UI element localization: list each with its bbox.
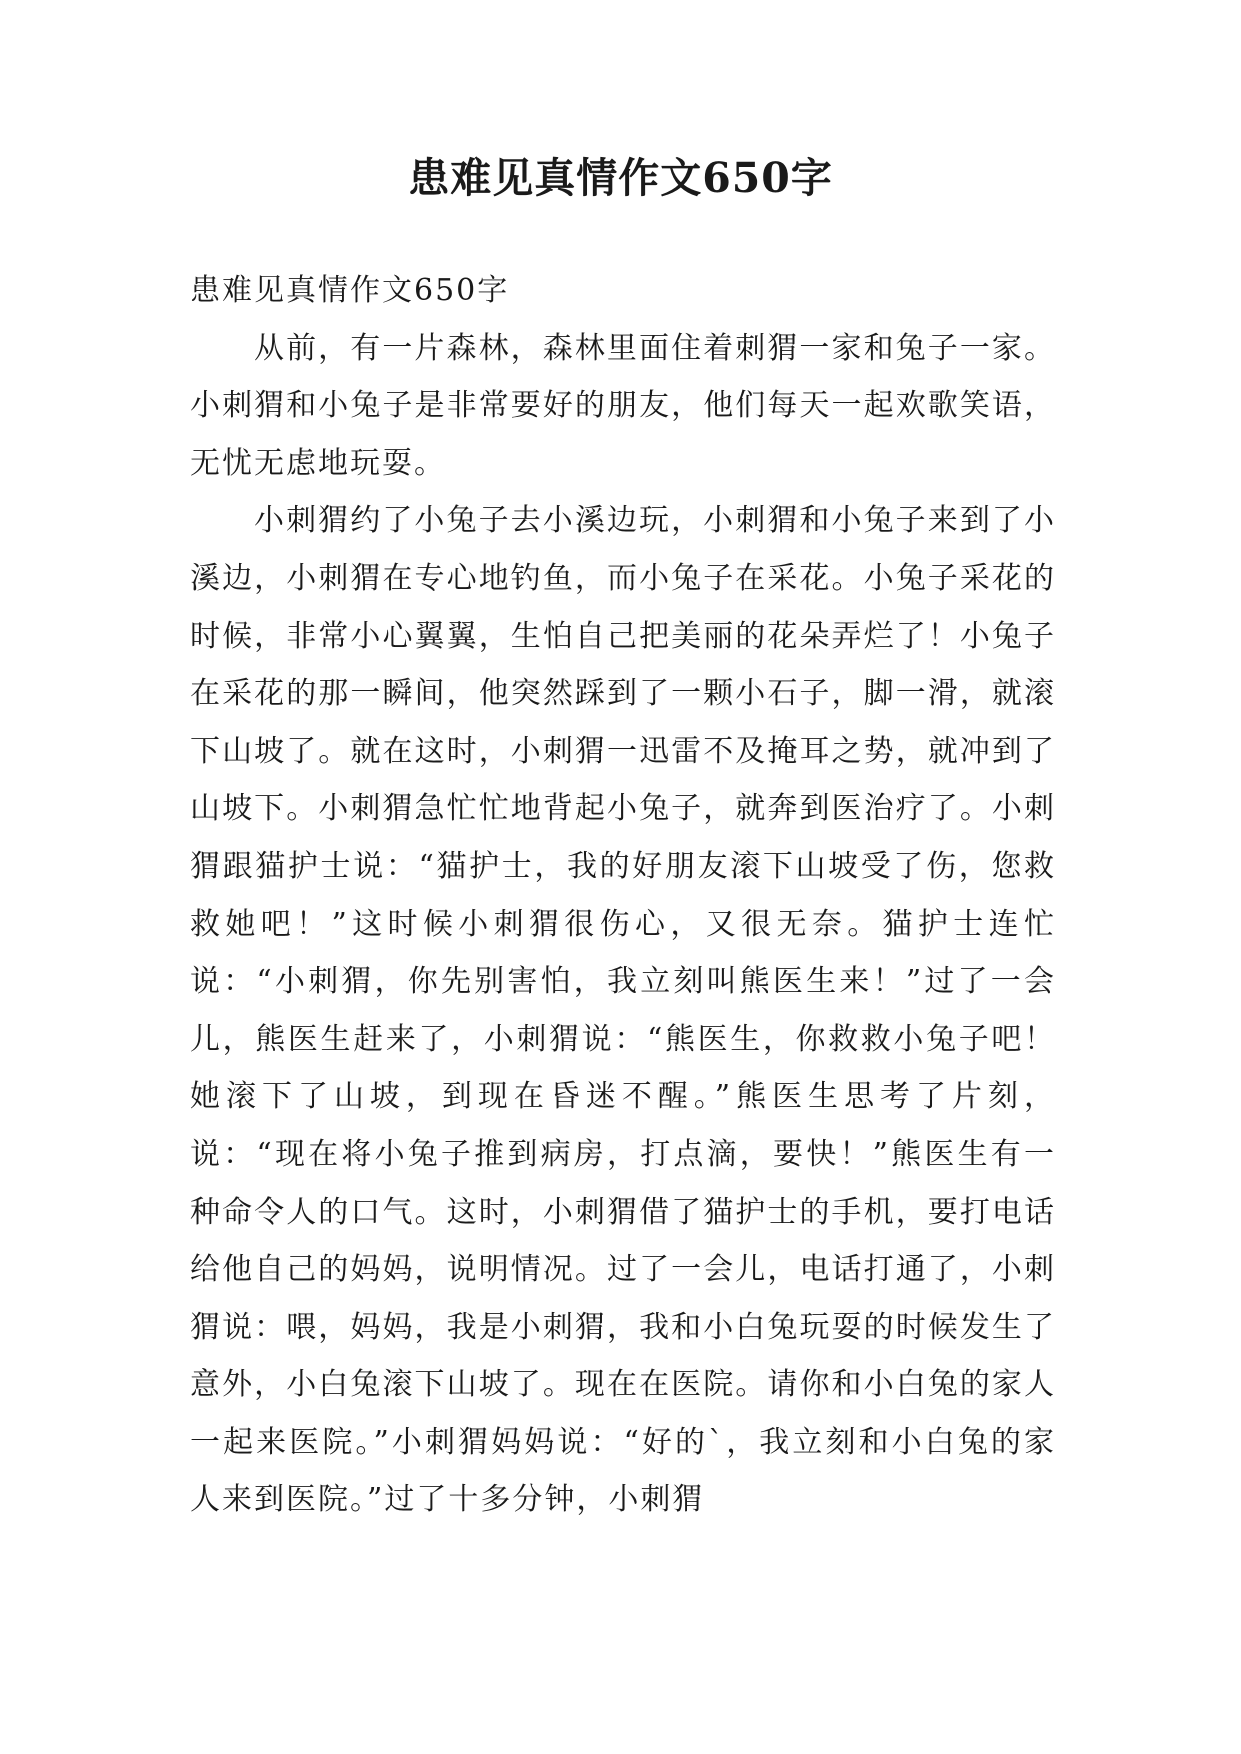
essay-heading: 患难见真情作文650字: [190, 273, 510, 308]
paragraph-1: 从前，有一片森林，森林里面住着刺猬一家和兔子一家。小刺猬和小兔子是非常要好的朋友，他们每天一起欢歌笑语，无忧无虑地玩耍。: [190, 330, 1056, 481]
paragraph-2: 小刺猬约了小兔子去小溪边玩，小刺猬和小兔子来到了小溪边，小刺猬在专心地钓鱼，而小兔子在采花。小兔子采花的时候，非常小心翼翼，生怕自己把美丽的花朵弄烂了！小兔子在采花的那一瞬间，他突然踩到了一颗小石子，脚一滑，就滚下山坡了。就在这时，小刺猬一迅雷不及掩耳之势，就冲到了山坡下。小刺猬急忙忙地背起小兔子，就奔到医治疗了。小刺猬跟猫护士说：“猫护士，我的好朋友滚下山坡受了伤，您救救她吧！”这时候小刺猬很伤心，又很无奈。猫护士连忙说：“小刺猬，你先别害怕，我立刻叫熊医生来！”过了一会儿，熊医生赶来了，小刺猬说：“熊医生，你救救小兔子吧！她滚下了山坡，到现在昏迷不醒。”熊医生思考了片刻，说：“现在将小兔子推到病房，打点滴，要快！”熊医生有一种命令人的口气。这时，小刺猬借了猫护士的手机，要打电话给他自己的妈妈，说明情况。过了一会儿，电话打通了，小刺猬说：喂，妈妈，我是小刺猬，我和小白兔玩耍的时候发生了意外，小白兔滚下山坡了。现在在医院。请你和小白兔的家人一起来医院。”小刺猬妈妈说：“好的`，我立刻和小白兔的家人来到医院。”过了十多分钟，小刺猬: [190, 503, 1056, 1518]
document-body: [190, 262, 1056, 1529]
document-title: 患难见真情作文650字: [408, 154, 833, 202]
